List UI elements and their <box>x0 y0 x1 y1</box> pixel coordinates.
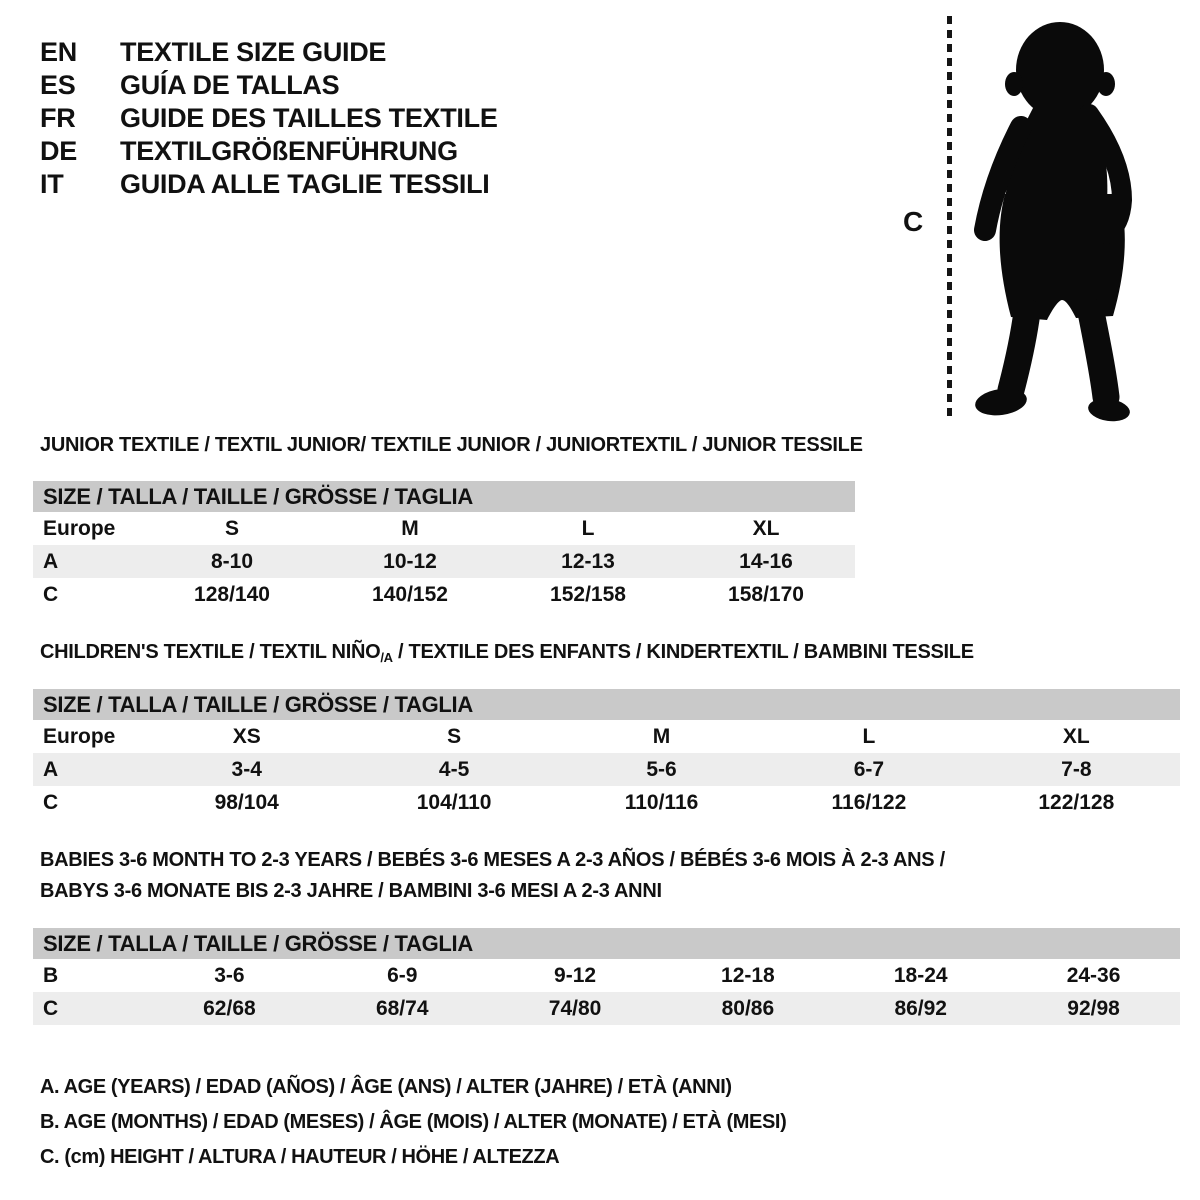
lang-title: GUIDA ALLE TAGLIE TESSILI <box>120 169 490 199</box>
lang-row-en <box>40 36 498 69</box>
table-row <box>33 720 1180 753</box>
size-cell: XL <box>1062 724 1090 748</box>
size-cell: XL <box>752 516 780 540</box>
junior-section-title: JUNIOR TEXTILE / TEXTIL JUNIOR/ TEXTILE JUNIOR / JUNIORTEXTIL / JUNIOR TESSILE <box>40 434 863 456</box>
lang-code: IT <box>40 169 64 199</box>
age-cell: 18-24 <box>893 963 948 987</box>
height-cell: 80/86 <box>721 996 775 1020</box>
age-cell: 7-8 <box>1061 757 1092 781</box>
row-label: C <box>43 996 59 1020</box>
age-cell: 4-5 <box>438 757 470 781</box>
height-cell: 128/140 <box>194 582 270 606</box>
height-cell: 158/170 <box>728 582 804 606</box>
table-row <box>33 545 855 578</box>
lang-code: ES <box>40 70 76 100</box>
height-cell: 98/104 <box>214 790 279 814</box>
size-header-bar <box>33 928 1180 959</box>
age-cell: 5-6 <box>646 757 677 781</box>
table-row <box>33 512 855 545</box>
age-cell: 10-12 <box>383 549 437 573</box>
babies-title-line2: BABYS 3-6 MONATE BIS 2-3 JAHRE / BAMBINI 3-6 MESI A 2-3 ANNI <box>40 880 662 902</box>
table-row <box>33 992 1180 1025</box>
lang-title: TEXTILGRÖßENFÜHRUNG <box>120 136 458 166</box>
lang-title: GUIDE DES TAILLES TEXTILE <box>120 103 498 133</box>
height-cell: 104/110 <box>416 790 492 814</box>
babies-section-title <box>40 845 945 907</box>
row-label: C <box>43 582 59 606</box>
height-measure-label: C <box>903 206 924 237</box>
size-cell: XS <box>232 724 261 748</box>
lang-title: GUÍA DE TALLAS <box>120 70 340 100</box>
height-measure-dashed-line <box>947 16 952 416</box>
lang-row-fr <box>40 102 498 135</box>
height-cell: 74/80 <box>548 996 602 1020</box>
legend-block <box>40 1070 786 1175</box>
table-row <box>33 786 1180 819</box>
babies-size-table <box>33 928 1180 1025</box>
age-cell: 6-7 <box>853 757 885 781</box>
height-cell: 62/68 <box>203 996 256 1020</box>
children-section-title <box>40 641 974 665</box>
lang-code: FR <box>40 103 76 133</box>
children-title-subscript: /A <box>380 650 393 665</box>
age-cell: 3-6 <box>214 963 245 987</box>
age-cell: 14-16 <box>739 549 793 573</box>
row-label: C <box>43 790 59 814</box>
size-header-text: SIZE / TALLA / TAILLE / GRÖSSE / TAGLIA <box>43 691 473 717</box>
legend-line-c: C. (cm) HEIGHT / ALTURA / HAUTEUR / HÖHE / ALTEZZA <box>40 1146 560 1168</box>
size-cell: L <box>862 724 876 748</box>
height-cell: 116/122 <box>831 790 907 814</box>
height-cell: 122/128 <box>1038 790 1115 814</box>
height-cell: 86/92 <box>894 996 947 1020</box>
lang-row-de <box>40 135 498 168</box>
size-header-text: SIZE / TALLA / TAILLE / GRÖSSE / TAGLIA <box>43 483 473 509</box>
children-title-part2: / TEXTILE DES ENFANTS / KINDERTEXTIL / BAMBINI TESSILE <box>392 641 974 663</box>
children-title-part1: CHILDREN'S TEXTILE / TEXTIL NIÑO <box>40 641 381 663</box>
height-cell: 140/152 <box>372 582 448 606</box>
table-row <box>33 578 855 611</box>
size-header-bar <box>33 481 855 512</box>
age-cell: 9-12 <box>554 963 597 987</box>
lang-code: EN <box>40 37 77 67</box>
height-cell: 152/158 <box>550 582 626 606</box>
baby-silhouette-icon <box>957 12 1172 422</box>
size-cell: S <box>224 516 239 540</box>
lang-code: DE <box>40 136 77 166</box>
size-header-text: SIZE / TALLA / TAILLE / GRÖSSE / TAGLIA <box>43 930 473 956</box>
age-cell: 12-18 <box>721 963 775 987</box>
age-cell: 6-9 <box>387 963 418 987</box>
legend-line-b: B. AGE (MONTHS) / EDAD (MESES) / ÂGE (MOIS) / ALTER (MONATE) / ETÀ (MESI) <box>40 1111 787 1133</box>
age-cell: 3-4 <box>231 757 262 781</box>
row-label: B <box>43 963 59 987</box>
size-cell: L <box>581 516 595 540</box>
lang-row-it <box>40 168 498 201</box>
table-row <box>33 959 1180 992</box>
age-cell: 24-36 <box>1066 963 1121 987</box>
table-row <box>33 753 1180 786</box>
age-cell: 8-10 <box>210 549 254 573</box>
row-label: A <box>43 757 59 781</box>
size-header-bar <box>33 689 1180 720</box>
height-cell: 68/74 <box>375 996 429 1020</box>
legend-line-a: A. AGE (YEARS) / EDAD (AÑOS) / ÂGE (ANS) / ALTER (JAHRE) / ETÀ (ANNI) <box>40 1076 732 1098</box>
children-size-table <box>33 689 1180 819</box>
row-label: Europe <box>43 516 116 540</box>
size-cell: M <box>401 516 419 540</box>
size-cell: S <box>447 724 462 748</box>
lang-row-es <box>40 69 498 102</box>
language-title-list <box>40 36 498 201</box>
row-label: A <box>43 549 59 573</box>
junior-size-table <box>33 481 855 611</box>
size-cell: M <box>652 724 671 748</box>
height-cell: 92/98 <box>1067 996 1120 1020</box>
babies-title-line1: BABIES 3-6 MONTH TO 2-3 YEARS / BEBÉS 3-6 MESES A 2-3 AÑOS / BÉBÉS 3-6 MOIS À 2-3 ANS / <box>40 849 945 871</box>
row-label: Europe <box>43 724 116 748</box>
age-cell: 12-13 <box>561 549 615 573</box>
lang-title: TEXTILE SIZE GUIDE <box>120 37 387 67</box>
height-cell: 110/116 <box>624 790 699 814</box>
